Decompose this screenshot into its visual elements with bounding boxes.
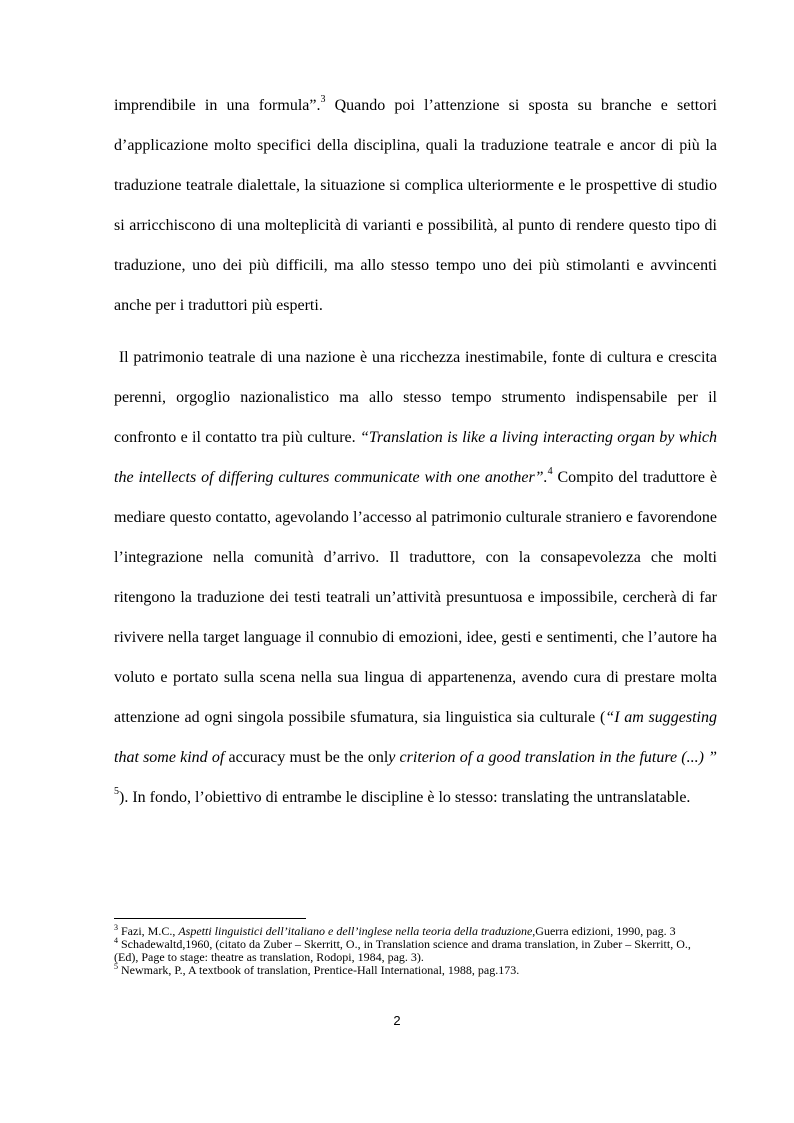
- footnote-ref-4[interactable]: 4: [547, 465, 553, 477]
- footnote-number: 3: [114, 923, 118, 932]
- quote-translation-living-organ: “Translation is like a living interacting organ by which the intellects of differing cultures communicate with one another”.: [114, 429, 717, 486]
- paragraph-2-text-a: Il patrimonio teatrale di una nazione è una ricchezza inestimabile, fonte di cultura e crescita perenni, orgoglio nazionalistico ma allo stesso tempo strumento indispensabile per il confronto e il contatto tra più culture.: [114, 349, 717, 446]
- footnote-text: Schadewaltd,1960, (citato da Zuber – Skerritt, O., in Translation science and drama translation, in Zuber – Skerritt, O., (Ed), Page to stage: theatre as translation, Rodopi, 1984, pag. 3).: [114, 937, 691, 964]
- body-paragraph-2: [114, 338, 717, 818]
- page-number: 2: [393, 1013, 401, 1028]
- quote-accuracy-part-2: y criterion of a good translation in the future (...) ”: [388, 749, 718, 766]
- footnote-number: 4: [114, 936, 118, 945]
- footnote-book-title: Aspetti linguistici dell’italiano e dell’inglese nella teoria della traduzione: [178, 924, 533, 938]
- footnote-text: Newmark, P., A textbook of translation, Prentice-Hall International, 1988, pag.173.: [118, 963, 520, 977]
- footnote-separator: [114, 918, 306, 919]
- footnote-text: Fazi, M.C.,: [118, 924, 179, 938]
- paragraph-2-text-d: ). In fondo, l’obiettivo di entrambe le discipline è lo stesso: translating the untranslatable.: [119, 789, 691, 806]
- paragraph-2-text-c: accuracy must be the onl: [224, 749, 389, 766]
- footnote-ref-5[interactable]: 5: [114, 785, 119, 797]
- footnote-text-end: ,Guerra edizioni, 1990, pag. 3: [532, 924, 676, 938]
- body-paragraph-1: [114, 86, 717, 326]
- footnote-4: [114, 938, 714, 964]
- footnote-number: 5: [114, 962, 118, 971]
- footnote-5: [114, 964, 714, 977]
- paragraph-1-text-a: imprendibile in una formula”.: [114, 97, 321, 114]
- paragraph-1-text-b: Quando poi l’attenzione si sposta su branche e settori d’applicazione molto specifici della disciplina, quali la traduzione teatrale e ancor di più la traduzione teatrale dialettale, la situazione si complica ulteriormente e le prospettive di studio si arricchiscono di una molteplicità di varianti e possibilità, al punto di rendere questo tipo di traduzione, uno dei più difficili, ma allo stesso tempo uno dei più stimolanti e avvincenti anche per i traduttori più esperti.: [114, 97, 717, 314]
- footnotes-section: [114, 925, 714, 977]
- quote-accuracy-part-1: “I am suggesting that some kind of: [114, 709, 718, 766]
- paragraph-2-text-b: Compito del traduttore è mediare questo contatto, agevolando l’accesso al patrimonio culturale straniero e favorendone l’integrazione nella comunità d’arrivo. Il traduttore, con la consapevolezza che molti ritengono la traduzione dei testi teatrali un’attività presuntuosa e impossibile, cercherà di far rivivere nella target language il connubio di emozioni, idee, gesti e sentimenti, che l’autore ha voluto e portato sulla scena nella sua lingua di appartenenza, avendo cura di prestare molta attenzione ad ogni singola possibile sfumatura, sia linguistica sia culturale (: [114, 469, 717, 726]
- footnote-ref-3[interactable]: 3: [320, 93, 326, 105]
